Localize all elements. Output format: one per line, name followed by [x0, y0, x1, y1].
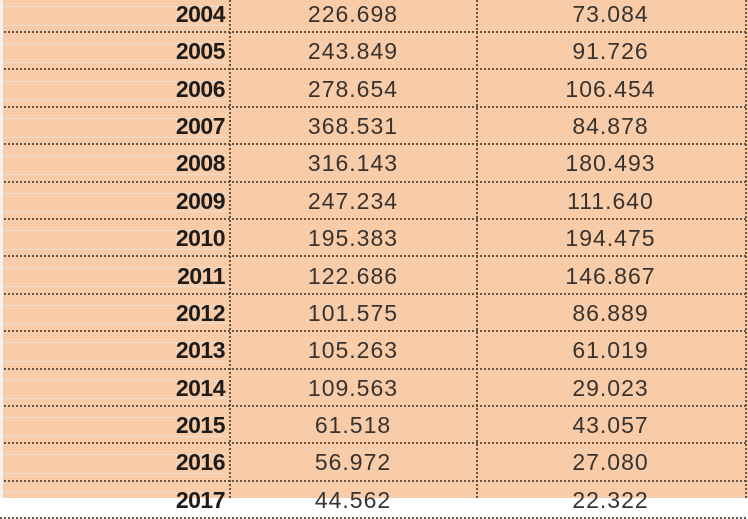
year-cell[interactable]: 2016 — [175, 449, 225, 476]
value1-cell[interactable]: 226.698 — [307, 0, 399, 27]
value1-cell[interactable]: 56.972 — [314, 449, 392, 476]
value2-cell[interactable]: 91.726 — [572, 38, 649, 65]
value1-cell[interactable]: 101.575 — [307, 299, 399, 326]
value1-cell[interactable]: 316.143 — [307, 150, 399, 177]
value1-cell[interactable]: 243.849 — [307, 38, 399, 65]
table-row — [0, 444, 748, 481]
year-cell[interactable]: 2007 — [175, 112, 225, 139]
year-cell[interactable]: 2015 — [175, 412, 225, 439]
table-row — [0, 33, 748, 70]
value1-cell[interactable]: 247.234 — [307, 187, 399, 214]
value2-cell[interactable]: 29.023 — [572, 374, 649, 401]
table-row — [0, 257, 748, 294]
value1-cell[interactable]: 122.686 — [307, 262, 399, 289]
column-divider-year-value1 — [229, 0, 231, 498]
table-row — [0, 295, 748, 332]
value1-cell[interactable]: 368.531 — [307, 112, 399, 139]
value2-cell[interactable]: 180.493 — [565, 150, 656, 177]
table-row — [0, 108, 748, 145]
value2-cell[interactable]: 61.019 — [572, 337, 649, 364]
value2-cell[interactable]: 27.080 — [572, 449, 649, 476]
year-cell[interactable]: 2011 — [177, 262, 225, 289]
year-cell[interactable]: 2009 — [175, 187, 225, 214]
value1-cell[interactable]: 195.383 — [307, 225, 399, 252]
value1-cell[interactable]: 61.518 — [314, 412, 392, 439]
table-row — [0, 145, 748, 182]
value2-cell[interactable]: 73.084 — [572, 0, 649, 27]
table-row — [0, 220, 748, 257]
year-cell[interactable]: 2010 — [175, 225, 225, 252]
year-cell[interactable]: 2005 — [175, 38, 225, 65]
value1-cell[interactable]: 44.562 — [314, 486, 392, 513]
value2-cell[interactable]: 43.057 — [572, 412, 649, 439]
year-cell[interactable]: 2013 — [175, 337, 225, 364]
column-divider-value1-value2 — [476, 0, 478, 498]
value1-cell[interactable]: 278.654 — [307, 75, 399, 102]
year-cell[interactable]: 2004 — [175, 0, 225, 27]
table-row — [0, 407, 748, 444]
value1-cell[interactable]: 109.563 — [307, 374, 399, 401]
value2-cell[interactable]: 84.878 — [572, 112, 649, 139]
value2-cell[interactable]: 86.889 — [572, 299, 649, 326]
table-row — [0, 332, 748, 369]
year-cell[interactable]: 2017 — [175, 486, 225, 513]
year-cell[interactable]: 2006 — [175, 75, 225, 102]
year-cell[interactable]: 2008 — [175, 150, 225, 177]
value2-cell[interactable]: 146.867 — [565, 262, 656, 289]
year-cell[interactable]: 2012 — [175, 299, 225, 326]
table-row — [0, 482, 748, 519]
value2-cell[interactable]: 22.322 — [572, 486, 649, 513]
left-edge-strip — [0, 0, 3, 498]
value2-cell[interactable]: 111.640 — [567, 187, 654, 214]
value1-cell[interactable]: 105.263 — [307, 337, 399, 364]
table-row — [0, 0, 748, 33]
value2-cell[interactable]: 194.475 — [565, 225, 656, 252]
table-row — [0, 70, 748, 107]
table-right-border — [745, 0, 747, 498]
table-row — [0, 183, 748, 220]
year-cell[interactable]: 2014 — [175, 374, 225, 401]
table-row — [0, 370, 748, 407]
value2-cell[interactable]: 106.454 — [565, 75, 656, 102]
